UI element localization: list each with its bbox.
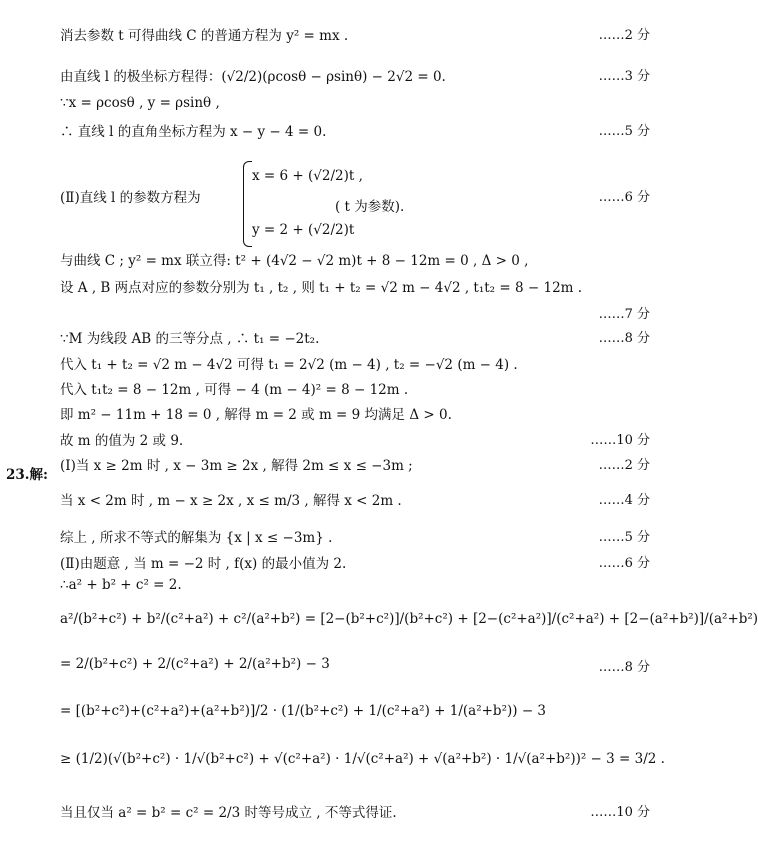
solution-line: 代入 t₁t₂ = 8 − 12m , 可得 − 4 (m − 4)² = 8 − 12m . [60,382,409,398]
score-marker: ……2 分 [598,28,650,43]
solution-line: ∵M 为线段 AB 的三等分点 , ∴ t₁ = −2t₂. [60,331,320,347]
system-brace [243,161,252,247]
solution-line: ∴ 直线 l 的直角坐标方程为 x − y − 4 = 0. [60,124,327,140]
solution-line: 当且仅当 a² = b² = c² = 2/3 时等号成立 , 不等式得证. [60,805,397,821]
score-marker: ……5 分 [598,124,650,139]
score-marker: ……10 分 [590,805,650,820]
score-marker: ……8 分 [598,331,650,346]
score-marker: ……2 分 [598,458,650,473]
score-marker: ……6 分 [598,556,650,571]
solution-line: ∵x = ρcosθ , y = ρsinθ , [60,95,220,111]
score-marker: ……6 分 [598,190,650,205]
solution-line: 由直线 l 的极坐标方程得：(√2/2)(ρcosθ − ρsinθ) − 2√2 = 0. [60,69,446,85]
solution-line: 即 m² − 11m + 18 = 0 , 解得 m = 2 或 m = 9 均满足 Δ > 0. [60,407,452,423]
solution-line: 故 m 的值为 2 或 9. [60,433,184,449]
score-marker: ……7 分 [598,307,650,322]
param-eq-x: x = 6 + (√2/2)t , [252,168,363,184]
solution-line: a²/(b²+c²) + b²/(c²+a²) + c²/(a²+b²) = [2−(b²+c²)]/(b²+c²) + [2−(c²+a²)]/(c²+a²) + [2−(a²+b²)]/(a²+b²) [60,611,758,627]
score-marker: ……5 分 [598,530,650,545]
param-eq-note: ( t 为参数). [335,199,405,215]
solution-line: 设 A , B 两点对应的参数分别为 t₁ , t₂ , 则 t₁ + t₂ = √2 m − 4√2 , t₁t₂ = 8 − 12m . [60,280,583,296]
solution-line: 与曲线 C ; y² = mx 联立得: t² + (4√2 − √2 m)t + 8 − 12m = 0 , Δ > 0 , [60,253,529,269]
solution-line: 综上 , 所求不等式的解集为 {x | x ≤ −3m} . [60,530,333,546]
solution-line: 代入 t₁ + t₂ = √2 m − 4√2 可得 t₁ = 2√2 (m − 4) , t₂ = −√2 (m − 4) . [60,357,518,373]
solution-line: (Ⅱ)直线 l 的参数方程为 [60,190,201,206]
solution-line: ≥ (1/2)(√(b²+c²) · 1/√(b²+c²) + √(c²+a²) · 1/√(c²+a²) + √(a²+b²) · 1/√(a²+b²))² − 3 = 3/2 . [60,751,665,767]
score-marker: ……4 分 [598,493,650,508]
solution-line: = [(b²+c²)+(c²+a²)+(a²+b²)]/2 · (1/(b²+c²) + 1/(c²+a²) + 1/(a²+b²)) − 3 [60,703,547,719]
problem-number: 23.解: [6,467,48,483]
solution-line: (Ⅱ)由题意 , 当 m = −2 时 , f(x) 的最小值为 2. [60,556,347,572]
solution-line: (Ⅰ)当 x ≥ 2m 时 , x − 3m ≥ 2x , 解得 2m ≤ x ≤ −3m ; [60,458,413,474]
score-marker: ……3 分 [598,69,650,84]
solution-line: = 2/(b²+c²) + 2/(c²+a²) + 2/(a²+b²) − 3 [60,656,330,672]
param-eq-y: y = 2 + (√2/2)t [252,222,355,238]
score-marker: ……8 分 [598,660,650,675]
score-marker: ……10 分 [590,433,650,448]
solution-line: ∴a² + b² + c² = 2. [60,577,182,593]
solution-line: 当 x < 2m 时 , m − x ≥ 2x , x ≤ m/3 , 解得 x < 2m . [60,493,402,509]
solution-line: 消去参数 t 可得曲线 C 的普通方程为 y² = mx . [60,28,349,44]
